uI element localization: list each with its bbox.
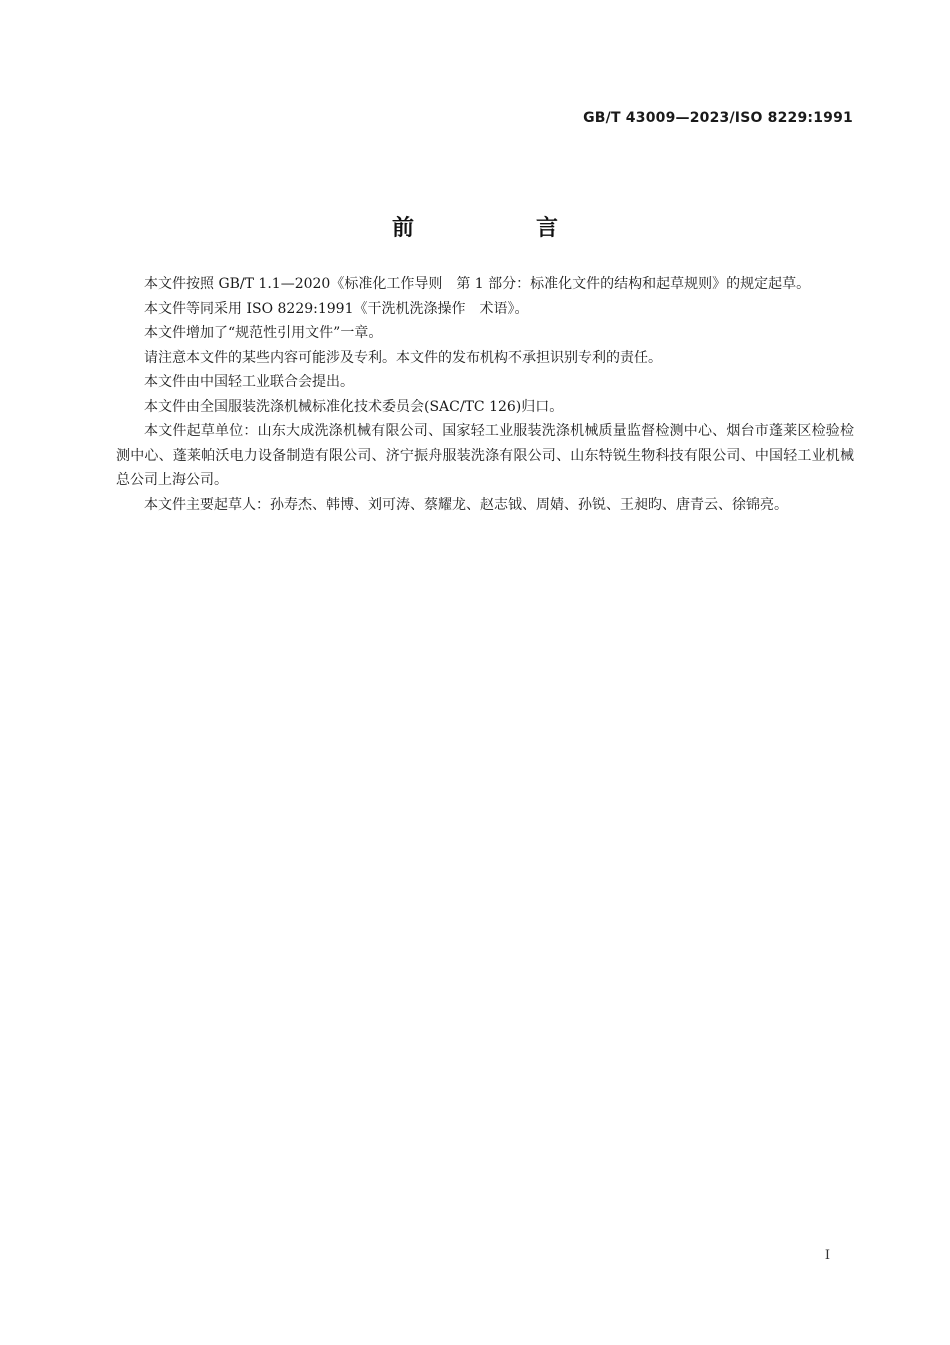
page-title: 前 言	[391, 215, 608, 241]
paragraph-added-chapter: 本文件增加了“规范性引用文件”一章。	[144, 325, 383, 341]
page-number: I	[824, 1248, 830, 1263]
paragraph-iso-adoption: 本文件等同采用 ISO 8229:1991《干洗机洗涤操作 术语》。	[144, 300, 529, 317]
paragraph-patent-notice: 请注意本文件的某些内容可能涉及专利。本文件的发布机构不承担识别专利的责任。	[144, 349, 662, 366]
paragraph-committee: 本文件由全国服装洗涤机械标准化技术委员会(SAC/TC 126)归口。	[144, 398, 564, 415]
standard-code-header: GB/T 43009—2023/ISO 8229:1991	[583, 110, 853, 126]
paragraph-proposer: 本文件由中国轻工业联合会提出。	[144, 374, 354, 390]
paragraph-drafters: 本文件主要起草人：孙寿杰、韩博、刘可涛、蔡耀龙、赵志钺、周婧、孙锐、王昶昀、唐青云、徐锦亮。	[144, 496, 788, 513]
preface-body	[116, 272, 854, 517]
paragraph-drafting-rules: 本文件按照 GB/T 1.1—2020《标准化工作导则 第 1 部分：标准化文件的结构和起草规则》的规定起草。	[144, 276, 811, 292]
paragraph-drafting-units: 本文件起草单位：山东大成洗涤机械有限公司、国家轻工业服装洗涤机械质量监督检测中心、烟台市蓬莱区检验检测中心、蓬莱帕沃电力设备制造有限公司、济宁振舟服装洗涤有限公司、山东特锐生物科技有限公司、中国轻工业机械总公司上海公司。	[116, 423, 854, 488]
